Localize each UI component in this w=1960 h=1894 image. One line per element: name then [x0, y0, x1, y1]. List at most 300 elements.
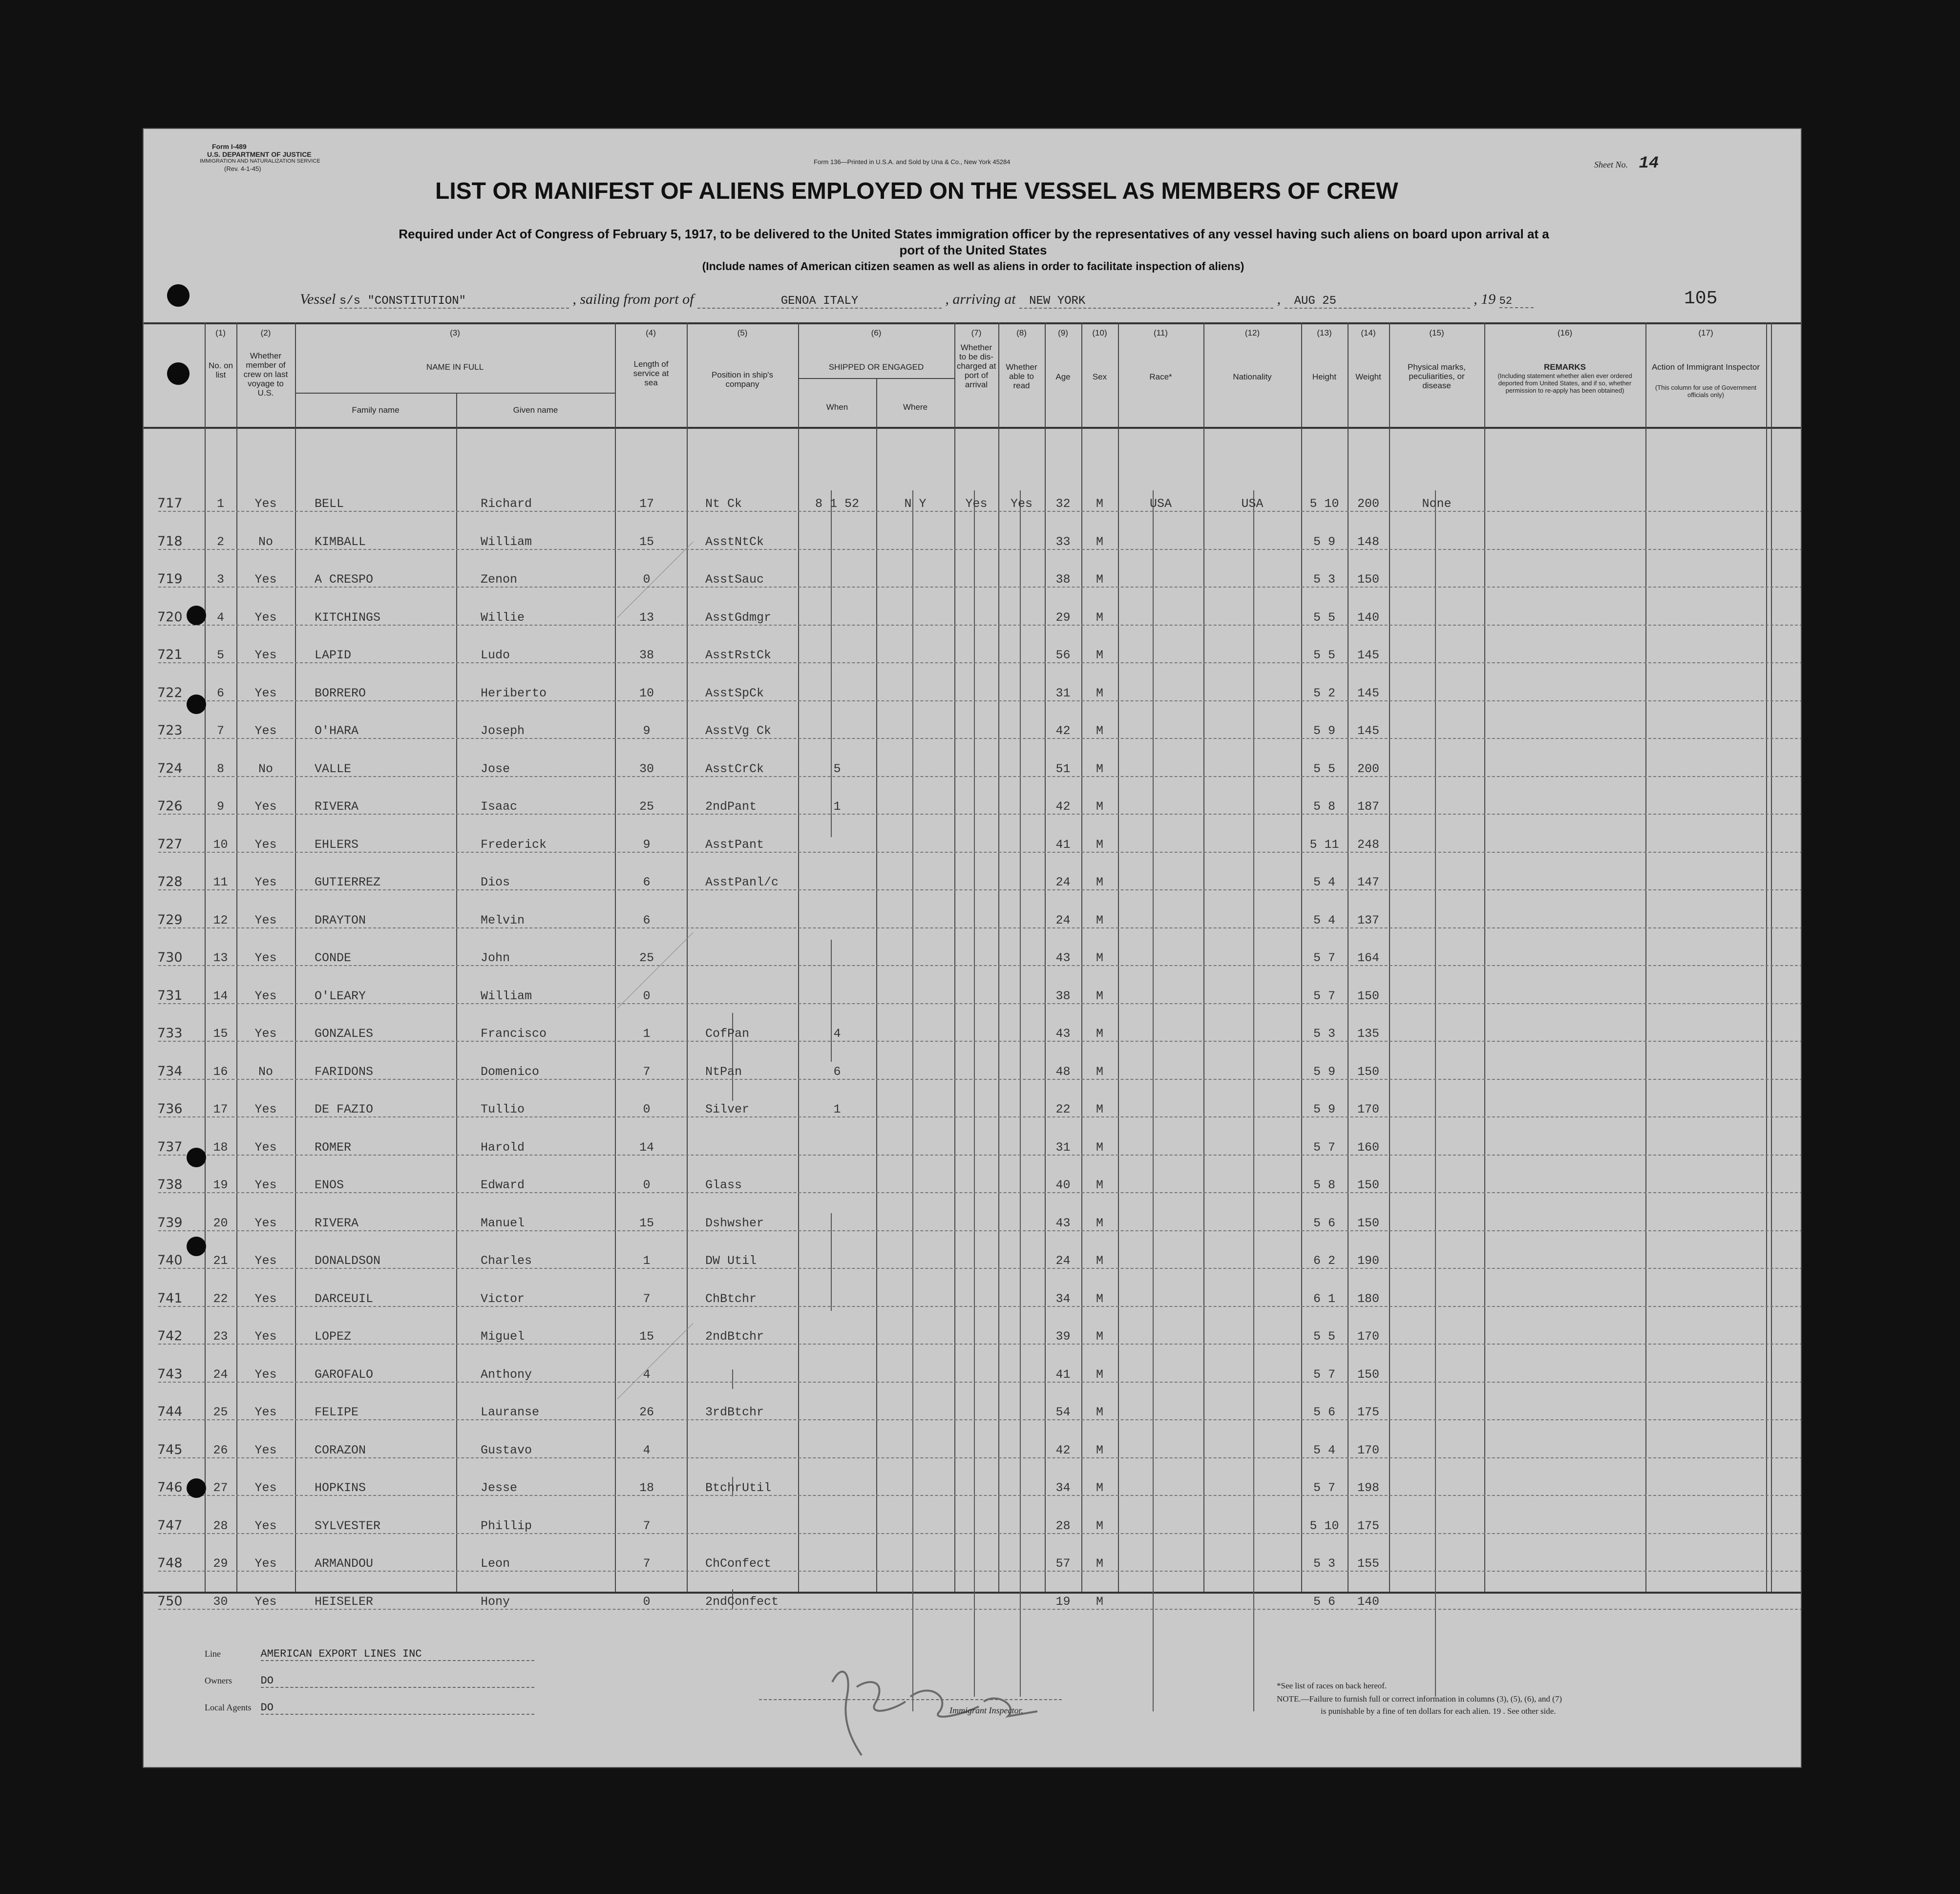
cell-height: 5 3: [1313, 1557, 1335, 1571]
cell-given: Joseph: [481, 724, 525, 738]
cell-service: 25: [639, 951, 654, 965]
cell-no: 2: [216, 534, 224, 549]
col12-number: (12): [1244, 328, 1260, 337]
page-stamp: 105: [1684, 288, 1718, 309]
col3-number: (3): [450, 328, 460, 337]
table-row: [144, 743, 1802, 781]
col13-header: Height: [1312, 372, 1337, 381]
cell-sex: M: [1096, 686, 1103, 700]
cell-sex: M: [1096, 1140, 1103, 1155]
cell-age: 43: [1055, 1027, 1071, 1041]
cell-height: 5 5: [1313, 648, 1335, 662]
punch-hole: [167, 284, 190, 307]
cell-age: 40: [1055, 1178, 1071, 1192]
cell-no: 23: [213, 1329, 228, 1344]
cell-given: John: [481, 951, 510, 965]
cell-family: ARMANDOU: [315, 1557, 374, 1571]
cell-no: 14: [213, 989, 228, 1003]
row-rule: [158, 1609, 1802, 1610]
form-number: Form I-489: [212, 143, 247, 150]
cell-service: 0: [643, 1178, 651, 1192]
cell-sex: M: [1096, 1443, 1103, 1457]
cell-when: 8 1 52: [815, 497, 859, 511]
cell-height: 5 3: [1313, 1027, 1335, 1041]
cell-family: KIMBALL: [315, 534, 366, 549]
cell-family: VALLE: [315, 761, 352, 776]
row-rule: [158, 1230, 1802, 1231]
cell-weight: 164: [1357, 951, 1379, 965]
cell-age: 24: [1055, 875, 1071, 889]
col5-header: Position in ship's company: [711, 370, 774, 389]
cell-sex: M: [1096, 1254, 1103, 1268]
inspector-signature: [813, 1643, 1106, 1765]
footer-line: [205, 1648, 534, 1661]
vessel-line: Vessel s/s "CONSTITUTION" , sailing from port of GENOA ITALY , arriving at NEW YORK , AUG 25 , 19 52: [300, 291, 1534, 309]
cell-weight: 135: [1357, 1027, 1379, 1041]
cell-ref: 726: [157, 799, 183, 814]
cell-height: 5 6: [1313, 1405, 1335, 1419]
col3-family-header: Family name: [352, 405, 400, 415]
table-row: [144, 970, 1802, 1008]
cell-position: AsstCrCk: [705, 761, 764, 776]
cell-ref: 744: [157, 1404, 183, 1419]
cell-family: O'LEARY: [315, 989, 366, 1003]
row-rule: [158, 1382, 1802, 1383]
cell-no: 9: [216, 800, 224, 814]
cell-age: 34: [1055, 1481, 1071, 1495]
cell-position: 2ndBtchr: [705, 1329, 764, 1344]
cell-position: AsstPant: [705, 837, 764, 852]
col10-number: (10): [1092, 328, 1107, 337]
punch-hole: [187, 1478, 206, 1498]
cell-age: 28: [1055, 1518, 1071, 1533]
cell-last: Yes: [254, 1594, 277, 1609]
col5-number: (5): [737, 328, 748, 337]
sheet-number: 14: [1639, 154, 1659, 173]
cell-height: 6 2: [1313, 1254, 1335, 1268]
cell-weight: 150: [1357, 1064, 1379, 1079]
cell-no: 27: [213, 1481, 228, 1495]
cell-weight: 248: [1357, 837, 1379, 852]
row-rule: [158, 1533, 1802, 1534]
row-rule: [158, 1155, 1802, 1156]
cell-no: 25: [213, 1405, 228, 1419]
cell-service: 4: [643, 1367, 651, 1382]
cell-height: 5 8: [1313, 800, 1335, 814]
cell-family: KITCHINGS: [315, 610, 381, 625]
row-rule: [158, 776, 1802, 777]
table-row: [144, 1311, 1802, 1348]
cell-age: 24: [1055, 1254, 1071, 1268]
cell-height: 5 11: [1309, 837, 1339, 852]
cell-ref: 728: [157, 874, 183, 889]
cell-last: Yes: [254, 1216, 277, 1230]
cell-sex: M: [1096, 724, 1103, 738]
cell-no: 22: [213, 1291, 228, 1306]
cell-last: Yes: [254, 1481, 277, 1495]
row-rule: [158, 1457, 1802, 1458]
owners-label: Owners: [205, 1676, 232, 1685]
cell-height: 5 4: [1313, 1443, 1335, 1457]
cell-family: LOPEZ: [315, 1329, 352, 1344]
cell-given: Domenico: [481, 1064, 540, 1079]
cell-position: AsstNtCk: [705, 534, 764, 549]
cell-ref: 731: [157, 988, 183, 1003]
col11-number: (11): [1154, 328, 1168, 337]
row-rule: [158, 700, 1802, 701]
punch-hole: [187, 1237, 206, 1256]
cell-last: Yes: [254, 1405, 277, 1419]
cell-weight: 150: [1357, 1178, 1379, 1192]
cell-service: 7: [643, 1518, 651, 1533]
cell-service: 0: [643, 1594, 651, 1609]
cell-height: 5 4: [1313, 913, 1335, 927]
sheet-label: [1594, 154, 1659, 173]
cell-marks: None: [1422, 497, 1452, 511]
table-row: [144, 781, 1802, 819]
cell-age: 19: [1055, 1594, 1071, 1609]
cell-family: ROMER: [315, 1140, 352, 1155]
row-rule: [158, 549, 1802, 550]
table-row: [144, 1273, 1802, 1311]
cell-position: 2ndConfect: [705, 1594, 779, 1609]
cell-given: Lauranse: [481, 1405, 540, 1419]
vessel-name: s/s "CONSTITUTION": [339, 295, 569, 309]
cell-weight: 175: [1357, 1518, 1379, 1533]
cell-given: Willie: [481, 610, 525, 625]
cell-ref: 723: [157, 723, 183, 738]
col4-number: (4): [646, 328, 656, 337]
cell-given: Francisco: [481, 1027, 547, 1041]
col3-header: NAME IN FULL: [426, 362, 484, 372]
col14-number: (14): [1361, 328, 1376, 337]
cell-sex: M: [1096, 1178, 1103, 1192]
table-row: [144, 1462, 1802, 1500]
cell-no: 8: [216, 761, 224, 776]
sheet-label-text: Sheet No.: [1594, 160, 1628, 169]
cell-no: 16: [213, 1064, 228, 1079]
cell-given: Frederick: [481, 837, 547, 852]
cell-last: Yes: [254, 610, 277, 625]
cell-age: 31: [1055, 1140, 1071, 1155]
cell-ref: 748: [157, 1556, 183, 1571]
col2-header: Whether member of crew on last voyage to U.S.: [243, 351, 288, 398]
cell-sex: M: [1096, 648, 1103, 662]
races-note: *See list of races on back hereof.: [1277, 1681, 1387, 1690]
cell-position: CofPan: [705, 1027, 750, 1041]
cell-sex: M: [1096, 1064, 1103, 1079]
cell-no: 28: [213, 1518, 228, 1533]
cell-service: 13: [639, 610, 654, 625]
col7-header: Whether to be dis-charged at port of arrival: [956, 343, 996, 389]
cell-position: DW Util: [705, 1254, 757, 1268]
cell-weight: 145: [1357, 724, 1379, 738]
cell-position: AsstRstCk: [705, 648, 772, 662]
year-value: 52: [1499, 295, 1534, 308]
cell-sex: M: [1096, 837, 1103, 852]
cell-family: GONZALES: [315, 1027, 374, 1041]
cell-last: Yes: [254, 1443, 277, 1457]
cell-height: 5 7: [1313, 951, 1335, 965]
cell-age: 34: [1055, 1291, 1071, 1306]
cell-ref: 729: [157, 912, 183, 927]
cell-service: 9: [643, 724, 651, 738]
cell-last: Yes: [254, 800, 277, 814]
table-row: [144, 630, 1802, 667]
row-rule: [158, 1306, 1802, 1307]
punch-hole: [167, 362, 190, 385]
cell-position: AsstSauc: [705, 572, 764, 587]
cell-service: 15: [639, 1216, 654, 1230]
cell-when: 6: [833, 1064, 841, 1079]
table-row: [144, 516, 1802, 554]
table-row: [144, 1198, 1802, 1235]
col17-header: Action of Immigrant Inspector: [1651, 362, 1760, 372]
col8-header: Whether able to read: [1006, 362, 1037, 390]
page-title: LIST OR MANIFEST OF ALIENS EMPLOYED ON THE VESSEL AS MEMBERS OF CREW: [435, 178, 1398, 204]
cell-last: No: [258, 1064, 273, 1079]
cell-given: Isaac: [481, 800, 518, 814]
subtitle-include: (Include names of American citizen seamen as well as aliens in order to facilitate inspection of aliens): [702, 260, 1244, 273]
cell-last: Yes: [254, 1557, 277, 1571]
cell-last: No: [258, 534, 273, 549]
cell-last: Yes: [254, 1518, 277, 1533]
cell-sex: M: [1096, 497, 1103, 511]
cell-weight: 160: [1357, 1140, 1379, 1155]
cell-sex: M: [1096, 1027, 1103, 1041]
cell-weight: 150: [1357, 1367, 1379, 1382]
cell-sex: M: [1096, 1594, 1103, 1609]
punch-hole: [187, 606, 206, 625]
cell-no: 20: [213, 1216, 228, 1230]
cell-ref: 736: [157, 1101, 183, 1116]
cell-height: 5 6: [1313, 1594, 1335, 1609]
cell-family: FARIDONS: [315, 1064, 374, 1079]
cell-family: O'HARA: [315, 724, 359, 738]
cell-height: 5 9: [1313, 1102, 1335, 1116]
cell-given: Hony: [481, 1594, 510, 1609]
row-rule: [158, 1571, 1802, 1572]
cell-family: ENOS: [315, 1178, 344, 1192]
cell-service: 7: [643, 1064, 651, 1079]
cell-age: 41: [1055, 837, 1071, 852]
table-row: [144, 478, 1802, 516]
cell-last: Yes: [254, 951, 277, 965]
cell-age: 51: [1055, 761, 1071, 776]
cell-age: 38: [1055, 572, 1071, 587]
cell-family: CONDE: [315, 951, 352, 965]
row-rule: [158, 738, 1802, 739]
table-row: [144, 1046, 1802, 1084]
cell-age: 57: [1055, 1557, 1071, 1571]
cell-service: 4: [643, 1443, 651, 1457]
col10-header: Sex: [1092, 372, 1107, 381]
punch-hole: [187, 1148, 206, 1167]
cell-height: 5 7: [1313, 1481, 1335, 1495]
cell-sex: M: [1096, 1102, 1103, 1116]
col1-number: (1): [215, 328, 226, 337]
table-row: [144, 1159, 1802, 1197]
cell-age: 54: [1055, 1405, 1071, 1419]
cell-service: 6: [643, 913, 651, 927]
cell-age: 38: [1055, 989, 1071, 1003]
cell-ref: 733: [157, 1026, 183, 1041]
cell-age: 42: [1055, 1443, 1071, 1457]
cell-height: 5 9: [1313, 724, 1335, 738]
table-row: [144, 1008, 1802, 1046]
cell-age: 22: [1055, 1102, 1071, 1116]
cell-last: Yes: [254, 497, 277, 511]
row-rule: [158, 965, 1802, 966]
cell-weight: 150: [1357, 989, 1379, 1003]
cell-no: 12: [213, 913, 228, 927]
cell-family: DRAYTON: [315, 913, 366, 927]
col17-subheader: (This column for use of Government officials only): [1655, 384, 1757, 399]
cell-age: 31: [1055, 686, 1071, 700]
cell-no: 24: [213, 1367, 228, 1382]
sailing-label: , sailing from port of: [572, 291, 694, 307]
cell-given: Leon: [481, 1557, 510, 1571]
row-rule: [158, 1192, 1802, 1193]
cell-ref: 738: [157, 1177, 183, 1192]
cell-no: 26: [213, 1443, 228, 1457]
cell-height: 5 4: [1313, 875, 1335, 889]
col13-number: (13): [1317, 328, 1332, 337]
cell-last: Yes: [254, 1329, 277, 1344]
cell-last: Yes: [254, 572, 277, 587]
cell-height: 5 10: [1309, 497, 1339, 511]
col8-number: (8): [1016, 328, 1027, 337]
cell-given: Harold: [481, 1140, 525, 1155]
cell-service: 15: [639, 534, 654, 549]
cell-sex: M: [1096, 951, 1103, 965]
vessel-label: Vessel: [300, 291, 336, 307]
table-row: [144, 895, 1802, 932]
cell-given: Zenon: [481, 572, 518, 587]
cell-when: 4: [833, 1027, 841, 1041]
cell-given: Heriberto: [481, 686, 547, 700]
cell-sex: M: [1096, 1481, 1103, 1495]
cell-weight: 198: [1357, 1481, 1379, 1495]
cell-service: 18: [639, 1481, 654, 1495]
line-value: AMERICAN EXPORT LINES INC: [261, 1648, 534, 1661]
cell-weight: 170: [1357, 1329, 1379, 1344]
col17-number: (17): [1698, 328, 1713, 337]
cell-last: Yes: [254, 1254, 277, 1268]
cell-service: 1: [643, 1027, 651, 1041]
table-row: [144, 857, 1802, 894]
cell-disch: Yes: [965, 497, 988, 511]
cell-given: Tullio: [481, 1102, 525, 1116]
cell-last: Yes: [254, 913, 277, 927]
agents-label: Local Agents: [205, 1703, 252, 1712]
table-row: [144, 1538, 1802, 1576]
cell-weight: 148: [1357, 534, 1379, 549]
cell-last: Yes: [254, 875, 277, 889]
cell-height: 5 9: [1313, 1064, 1335, 1079]
row-rule: [158, 1116, 1802, 1117]
cell-age: 43: [1055, 1216, 1071, 1230]
cell-height: 5 6: [1313, 1216, 1335, 1230]
cell-nat: USA: [1241, 497, 1264, 511]
cell-ref: 737: [157, 1139, 183, 1155]
cell-position: Glass: [705, 1178, 742, 1192]
form-rev: (Rev. 4-1-45): [224, 165, 261, 172]
cell-family: HOPKINS: [315, 1481, 366, 1495]
col15-header: Physical marks, peculiarities, or disease: [1407, 362, 1466, 390]
col6-when-header: When: [826, 402, 848, 412]
form-service: IMMIGRATION AND NATURALIZATION SERVICE: [200, 158, 320, 164]
cell-service: 0: [643, 1102, 651, 1116]
cell-given: Charles: [481, 1254, 532, 1268]
cell-sex: M: [1096, 572, 1103, 587]
cell-family: HEISELER: [315, 1594, 374, 1609]
cell-sex: M: [1096, 610, 1103, 625]
row-rule: [158, 1419, 1802, 1420]
cell-last: Yes: [254, 724, 277, 738]
cell-sex: M: [1096, 875, 1103, 889]
arriving-label: , arriving at: [945, 291, 1016, 307]
arrival-date: AUG 25: [1285, 295, 1470, 309]
col14-header: Weight: [1355, 372, 1381, 381]
cell-height: 5 10: [1309, 1518, 1339, 1533]
row-rule: [158, 852, 1802, 853]
cell-age: 56: [1055, 648, 1071, 662]
row-rule: [158, 814, 1802, 815]
cell-weight: 145: [1357, 648, 1379, 662]
cell-ref: 720: [157, 609, 183, 625]
cell-given: Miguel: [481, 1329, 525, 1344]
cell-age: 33: [1055, 534, 1071, 549]
cell-position: AsstPanl/c: [705, 875, 779, 889]
cell-height: 5 3: [1313, 572, 1335, 587]
cell-no: 30: [213, 1594, 228, 1609]
cell-weight: 200: [1357, 497, 1379, 511]
cell-weight: 187: [1357, 800, 1379, 814]
cell-ref: 742: [157, 1328, 183, 1344]
header-bottom-rule: [144, 427, 1802, 429]
cell-given: William: [481, 989, 532, 1003]
cell-ref: 743: [157, 1366, 183, 1382]
cell-weight: 137: [1357, 913, 1379, 927]
cell-age: 29: [1055, 610, 1071, 625]
cell-height: 5 7: [1313, 1367, 1335, 1382]
row-rule: [158, 1495, 1802, 1496]
cell-no: 1: [216, 497, 224, 511]
row-rule: [158, 1003, 1802, 1004]
cell-given: Melvin: [481, 913, 525, 927]
cell-sex: M: [1096, 1405, 1103, 1419]
table-row: [144, 592, 1802, 630]
cell-height: 5 8: [1313, 1178, 1335, 1192]
cell-given: Richard: [481, 497, 532, 511]
cell-service: 17: [639, 497, 654, 511]
table-top-rule: [144, 322, 1802, 324]
table-row: [144, 1425, 1802, 1462]
cell-service: 25: [639, 800, 654, 814]
cell-service: 9: [643, 837, 651, 852]
cell-service: 10: [639, 686, 654, 700]
cell-height: 5 9: [1313, 534, 1335, 549]
cell-ref: 740: [157, 1253, 183, 1268]
agents-value: DO: [261, 1702, 534, 1715]
cell-age: 42: [1055, 800, 1071, 814]
cell-service: 26: [639, 1405, 654, 1419]
col15-number: (15): [1429, 328, 1444, 337]
cell-family: EHLERS: [315, 837, 359, 852]
cell-family: RIVERA: [315, 800, 359, 814]
table-row: [144, 1084, 1802, 1121]
